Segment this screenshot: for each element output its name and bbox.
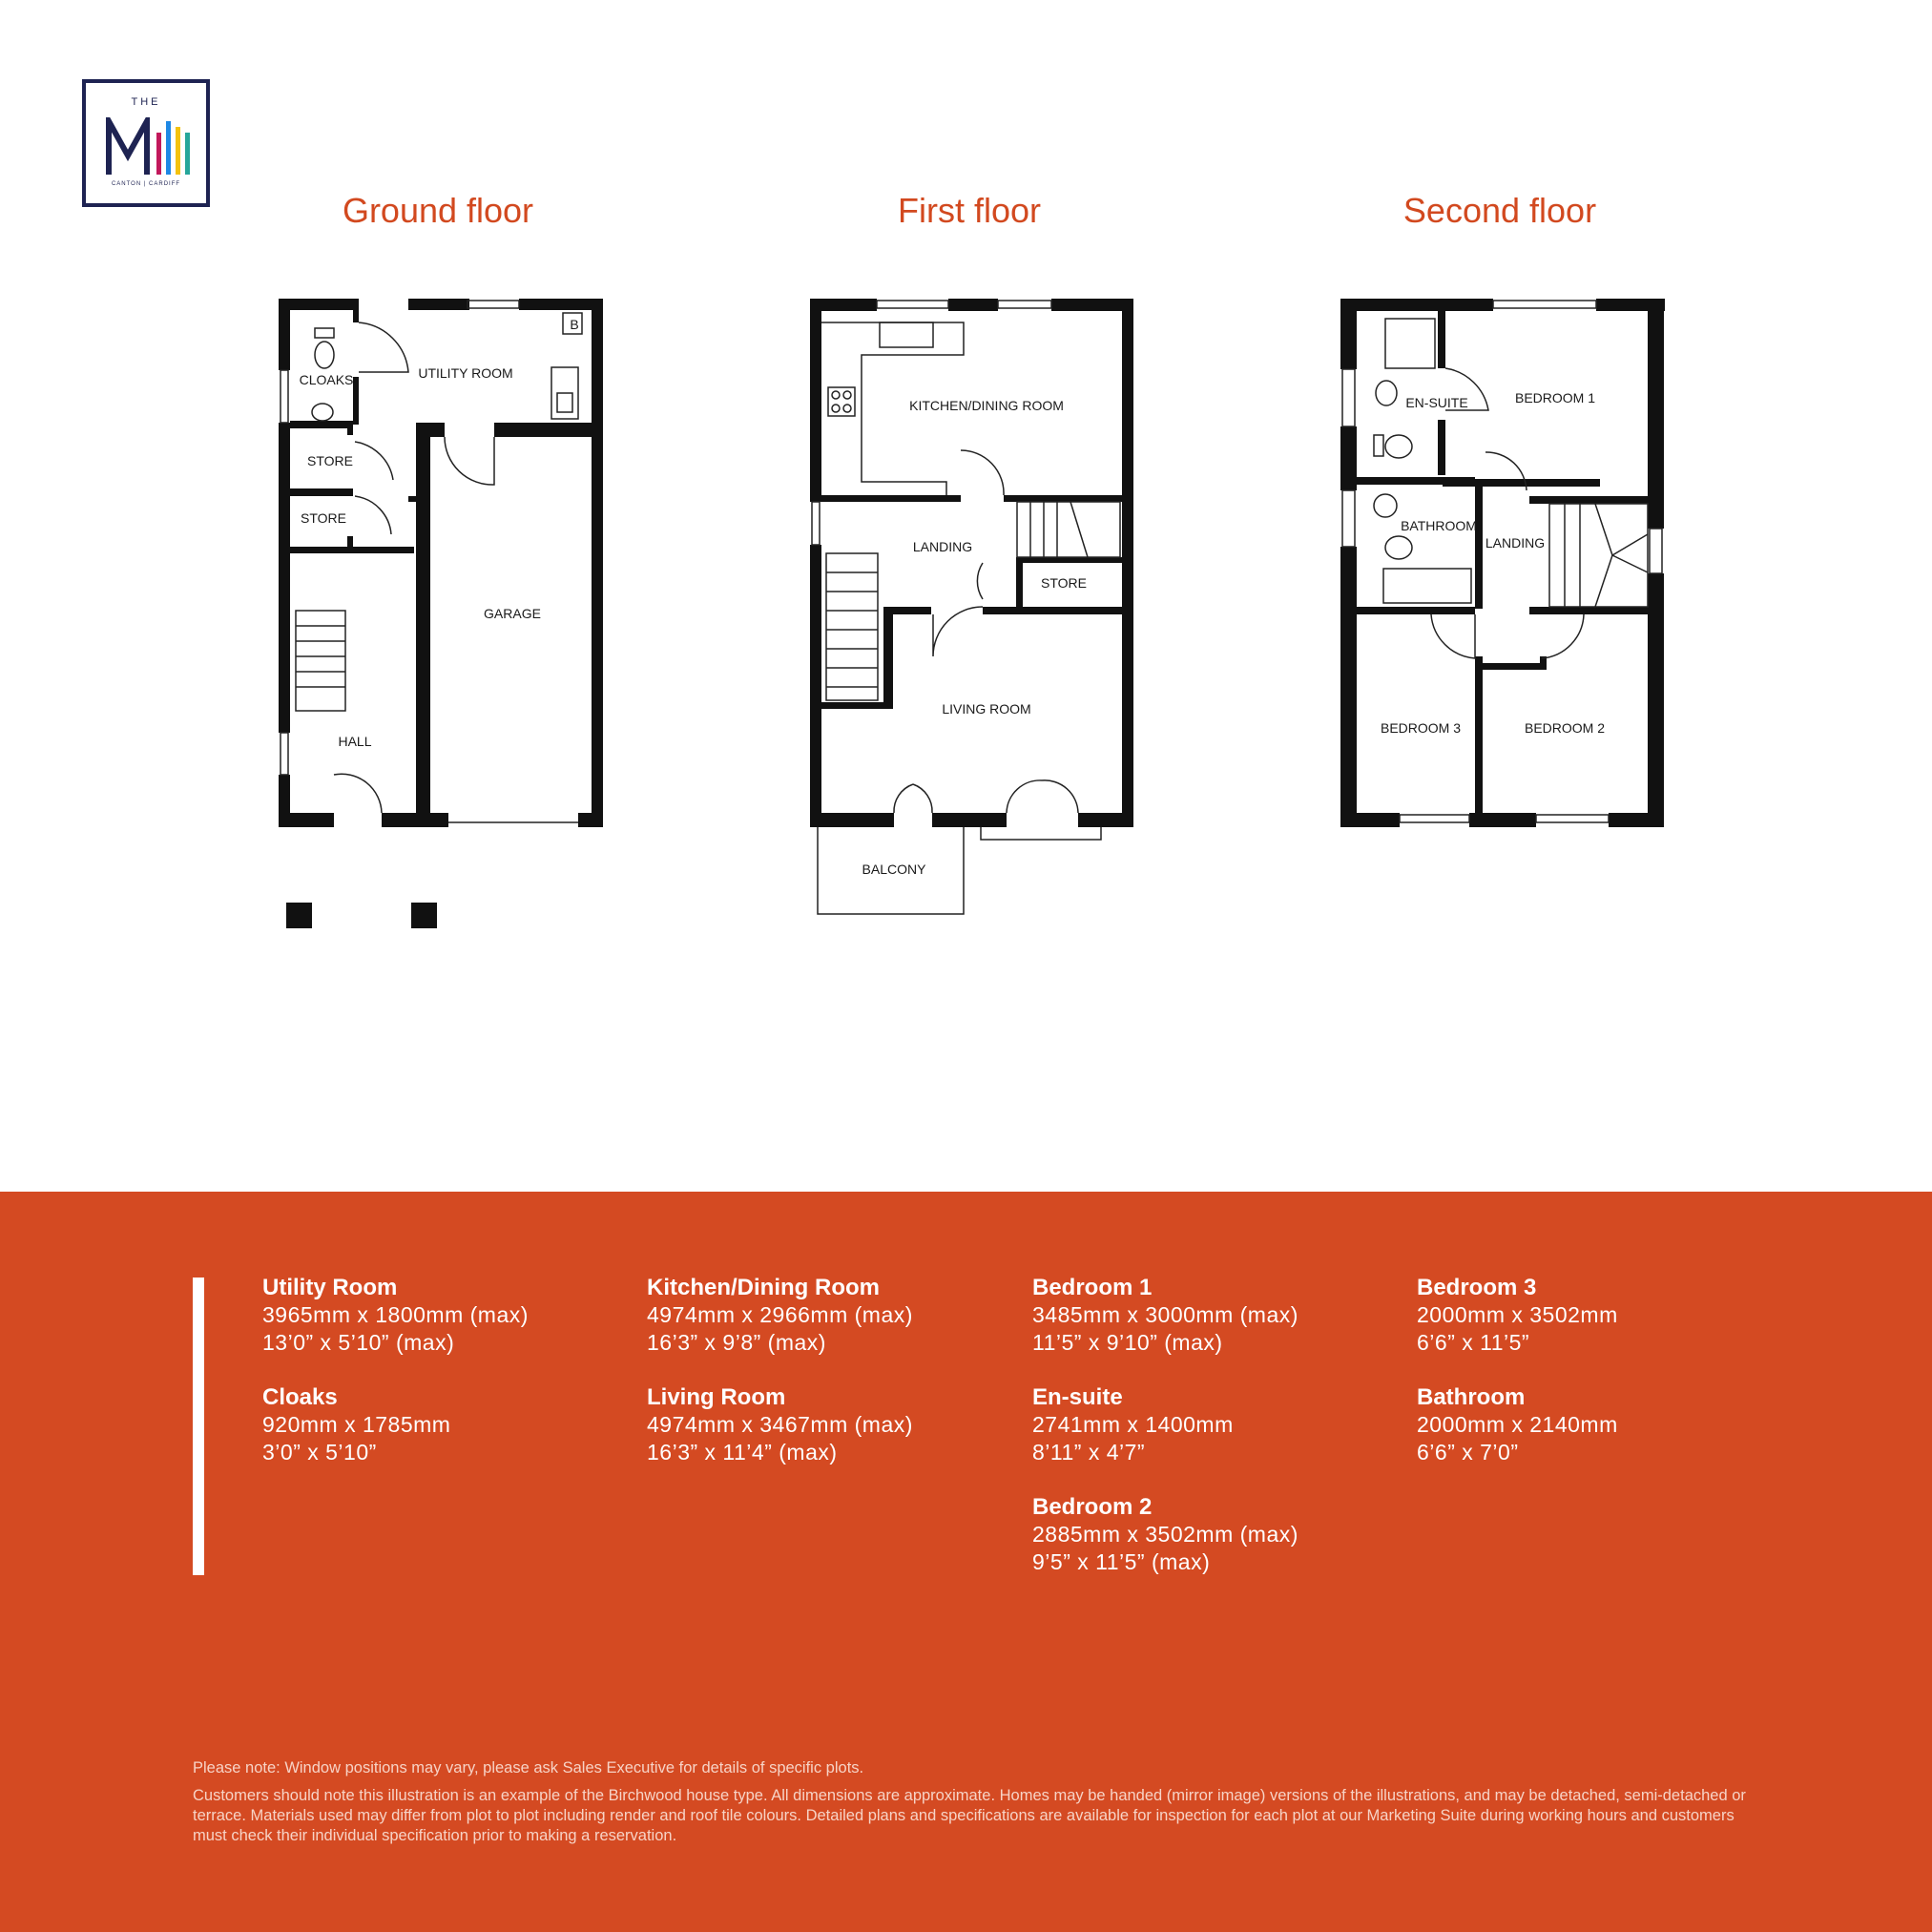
- dimensions-column-2: [647, 1274, 990, 1493]
- first-floor-title: First floor: [897, 191, 1041, 230]
- label-boiler: B: [570, 317, 579, 332]
- label-living-room: LIVING ROOM: [942, 701, 1031, 717]
- room-name: Bedroom 3: [1417, 1275, 1537, 1300]
- room-imperial: 6’6” x 7’0”: [1417, 1440, 1519, 1465]
- label-landing-first: LANDING: [912, 539, 973, 554]
- floor-plans: [0, 0, 1932, 954]
- room-metric: 4974mm x 3467mm (max): [647, 1412, 913, 1437]
- dimensions-column-1: [262, 1274, 606, 1493]
- room-name: Cloaks: [262, 1384, 338, 1410]
- room-dimensions: [1032, 1274, 1376, 1357]
- room-dimensions: [1417, 1274, 1760, 1357]
- label-kitchen-dining-room: KITCHEN/DINING ROOM: [909, 398, 1064, 413]
- label-store-1: STORE: [307, 453, 353, 468]
- room-dimensions: [262, 1383, 606, 1466]
- second-floor-title: Second floor: [1402, 191, 1597, 230]
- room-metric: 2885mm x 3502mm (max): [1032, 1522, 1298, 1547]
- room-imperial: 13’0” x 5’10” (max): [262, 1330, 455, 1355]
- label-utility-room: UTILITY ROOM: [418, 365, 513, 381]
- dimensions-column-4: [1417, 1274, 1760, 1493]
- room-name: En-suite: [1032, 1384, 1123, 1410]
- label-bedroom-1: BEDROOM 1: [1514, 390, 1596, 405]
- logo-location: CANTON | CARDIFF: [111, 181, 181, 187]
- room-imperial: 16’3” x 9’8” (max): [647, 1330, 826, 1355]
- room-imperial: 8’11” x 4’7”: [1032, 1440, 1146, 1465]
- room-metric: 2741mm x 1400mm: [1032, 1412, 1234, 1437]
- first-floor-plan: [810, 299, 1133, 914]
- label-landing-second: LANDING: [1485, 535, 1546, 551]
- room-imperial: 16’3” x 11’4” (max): [647, 1440, 838, 1465]
- note-window-positions: Please note: Window positions may vary, please ask Sales Executive for details of specific plots.: [193, 1759, 864, 1776]
- label-bedroom-3: BEDROOM 3: [1380, 720, 1462, 736]
- room-metric: 920mm x 1785mm: [262, 1412, 451, 1437]
- accent-bar: [193, 1278, 204, 1575]
- room-metric: 3965mm x 1800mm (max): [262, 1302, 529, 1327]
- label-garage: GARAGE: [484, 606, 541, 621]
- room-imperial: 11’5” x 9’10” (max): [1032, 1330, 1223, 1355]
- room-imperial: 6’6” x 11’5”: [1417, 1330, 1530, 1355]
- label-cloaks: CLOAKS: [299, 372, 354, 387]
- label-bedroom-2: BEDROOM 2: [1524, 720, 1606, 736]
- room-metric: 2000mm x 3502mm: [1417, 1302, 1618, 1327]
- label-hall: HALL: [338, 734, 372, 749]
- dimensions-column-3: [1032, 1274, 1376, 1603]
- label-bathroom: BATHROOM: [1401, 518, 1477, 533]
- label-store-2: STORE: [301, 510, 346, 526]
- note-customers: Customers should note this illustration is an example of the Birchwood house type. All dimensions are approximate. Homes may be handed (mirror image) versions of the illustrations, and may be detached, semi-detached or terrace. Materials used may differ from plot to plot including render and roof tile colours. Detailed plans and specifications are available for inspection for each plot at our Marketing Suite during working hours and customers must check their individual specification prior to making a reservation.: [193, 1787, 1746, 1844]
- label-balcony: BALCONY: [862, 862, 926, 877]
- room-metric: 4974mm x 2966mm (max): [647, 1302, 913, 1327]
- room-dimensions: [1032, 1383, 1376, 1466]
- room-dimensions: [1032, 1493, 1376, 1576]
- room-name: Living Room: [647, 1384, 786, 1410]
- room-imperial: 3’0” x 5’10”: [262, 1440, 377, 1465]
- room-metric: 3485mm x 3000mm (max): [1032, 1302, 1298, 1327]
- room-name: Utility Room: [262, 1275, 398, 1300]
- logo-the-text: THE: [131, 96, 161, 108]
- ground-floor-plan: [279, 299, 603, 928]
- disclaimer-notes: [193, 1758, 1757, 1854]
- room-metric: 2000mm x 2140mm: [1417, 1412, 1618, 1437]
- second-floor-plan: [1340, 299, 1665, 827]
- label-store-first: STORE: [1041, 575, 1087, 591]
- room-name: Bedroom 2: [1032, 1494, 1153, 1520]
- label-en-suite: EN-SUITE: [1405, 395, 1468, 410]
- room-imperial: 9’5” x 11’5” (max): [1032, 1549, 1211, 1574]
- ground-floor-title: Ground floor: [342, 191, 534, 230]
- room-name: Bedroom 1: [1032, 1275, 1153, 1300]
- room-dimensions: [1417, 1383, 1760, 1466]
- room-dimensions: [647, 1383, 990, 1466]
- room-dimensions: [647, 1274, 990, 1357]
- room-name: Kitchen/Dining Room: [647, 1275, 880, 1300]
- room-name: Bathroom: [1417, 1384, 1526, 1410]
- room-dimensions: [262, 1274, 606, 1357]
